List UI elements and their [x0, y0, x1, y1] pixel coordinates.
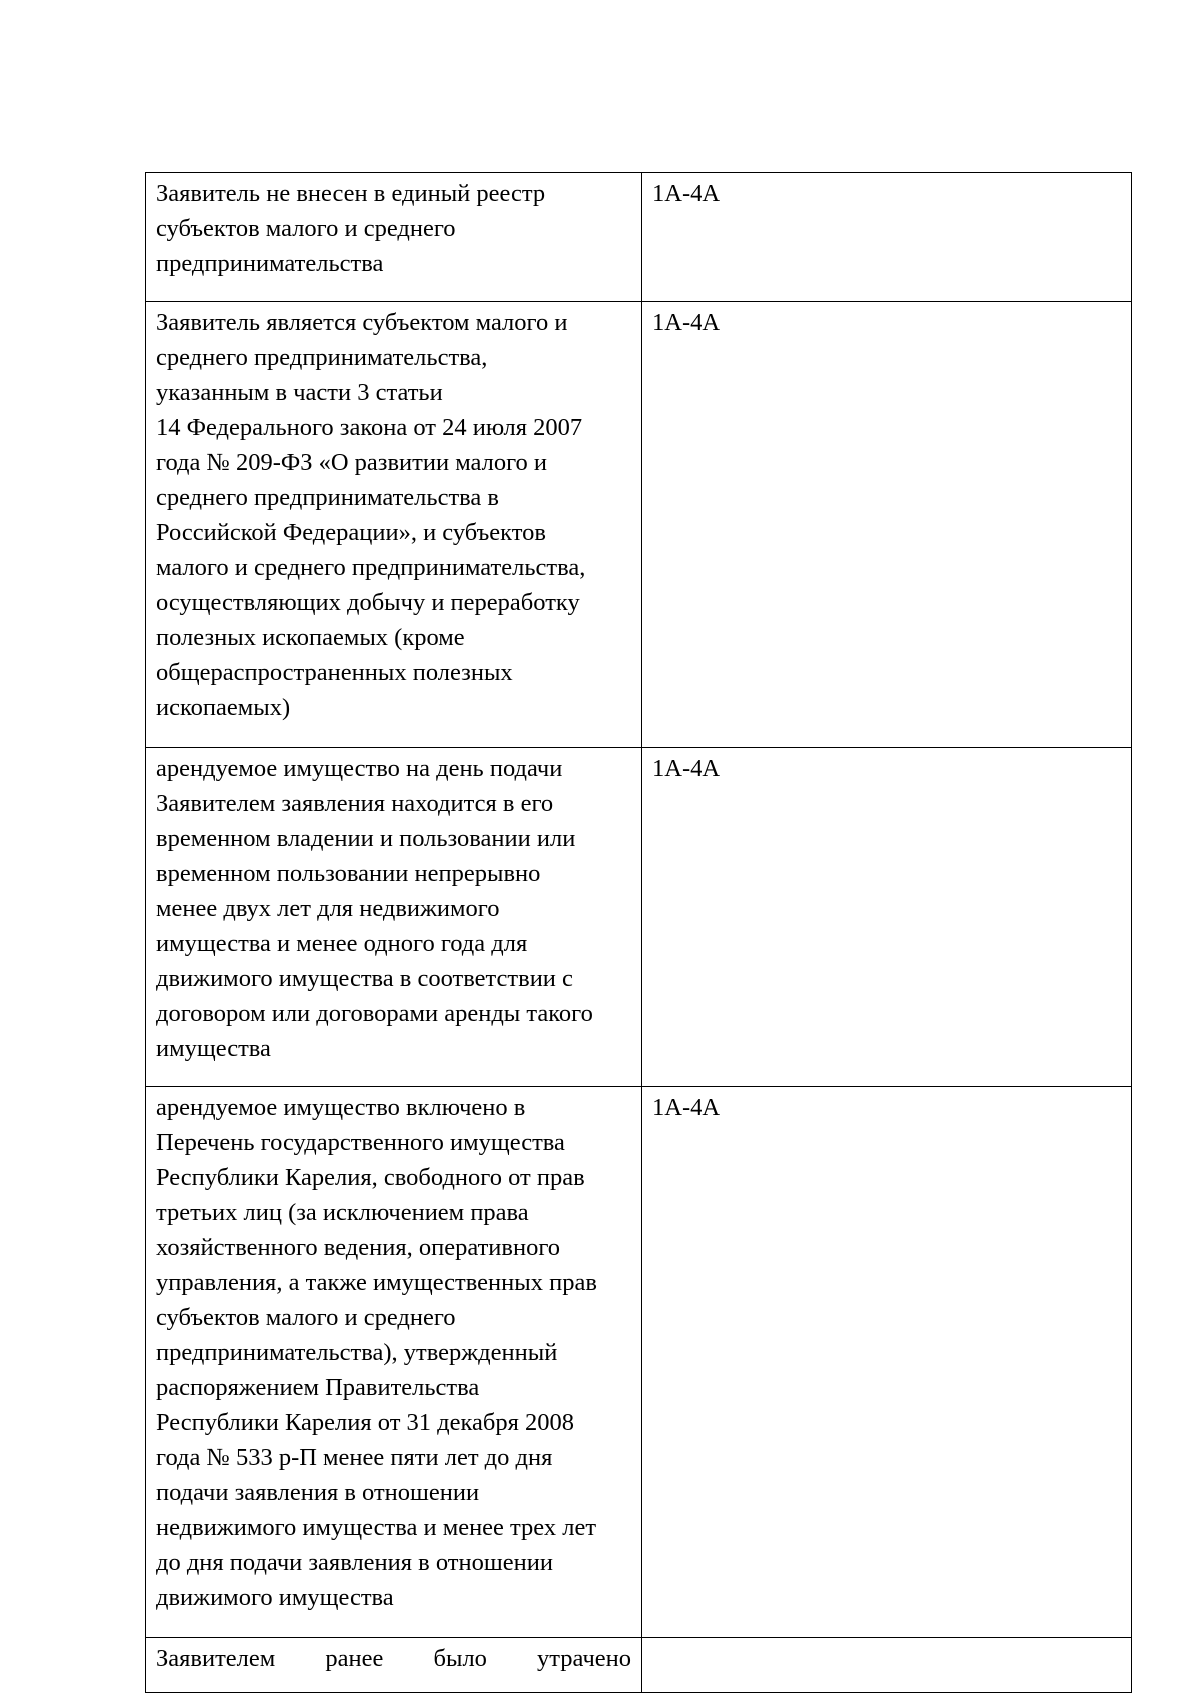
condition-cell: [146, 302, 642, 748]
condition-text: Заявитель не внесен в единый реестр субъектов малого и среднего предпринимательства: [156, 180, 546, 277]
code-text: 1А-4А: [652, 309, 721, 336]
table-row: [146, 302, 1132, 748]
condition-cell: [146, 1087, 642, 1638]
condition-text: Заявителем ранее было утрачено: [156, 1645, 631, 1672]
code-cell: [642, 173, 1132, 302]
code-text: 1А-4А: [652, 755, 721, 782]
table-row: [146, 748, 1132, 1087]
condition-text: арендуемое имущество на день подачи Заявителем заявления находится в его временном владении и пользовании или временном пользовании непрерывно менее двух лет для недвижимого имущества и менее одного года для движимого имущества в соответствии с договором или договорами аренды такого имущества: [156, 755, 593, 1062]
condition-cell: [146, 1638, 642, 1693]
condition-text: Заявитель является субъектом малого и среднего предпринимательства, указанным в части 3 статьи 14 Федерального закона от 24 июля 2007 года № 209-ФЗ «О развитии малого и среднего предпринимательства в Российской Федерации», и субъектов малого и среднего предпринимательства, осуществляющих добычу и переработку полезных ископаемых (кроме общераспространенных полезных ископаемых): [156, 309, 586, 721]
table-row: [146, 173, 1132, 302]
table-row: [146, 1638, 1132, 1693]
code-text: 1А-4А: [652, 1094, 721, 1121]
code-cell: [642, 1638, 1132, 1693]
condition-cell: [146, 748, 642, 1087]
code-cell: [642, 1087, 1132, 1638]
code-cell: [642, 748, 1132, 1087]
condition-cell: [146, 173, 642, 302]
table-row: [146, 1087, 1132, 1638]
code-cell: [642, 302, 1132, 748]
code-text: 1А-4А: [652, 180, 721, 207]
condition-text: арендуемое имущество включено в Перечень государственного имущества Республики Карелия, свободного от прав третьих лиц (за исключением права хозяйственного ведения, оперативного управления, а также имущественных прав субъектов малого и среднего предпринимательства), утвержденный распоряжением Правительства Республики Карелия от 31 декабря 2008 года № 533 р-П менее пяти лет до дня подачи заявления в отношении недвижимого имущества и менее трех лет до дня подачи заявления в отношении движимого имущества: [156, 1094, 597, 1611]
criteria-table: [145, 172, 1132, 1693]
